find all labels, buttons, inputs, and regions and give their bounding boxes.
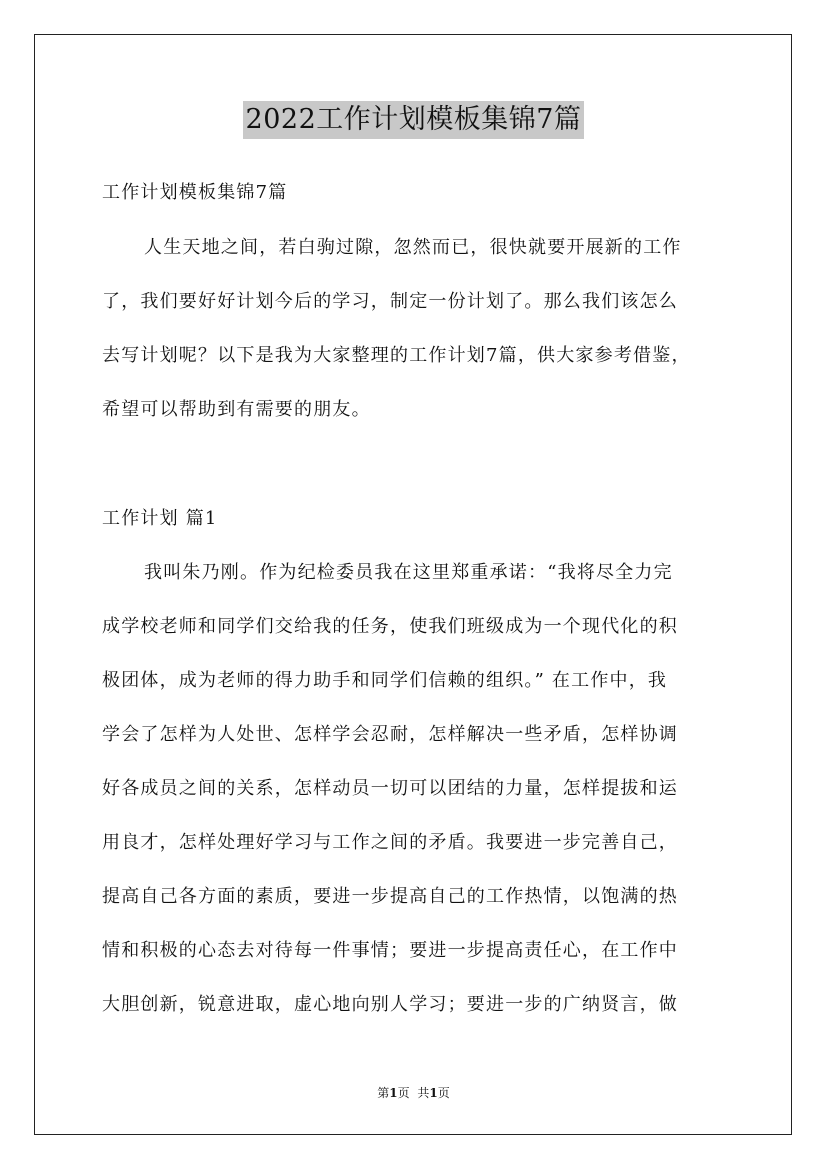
section-line-4: 学会了怎样为人处世、怎样学会忍耐，怎样解决一些矛盾，怎样协调 xyxy=(102,724,678,745)
footer-total-number: 1 xyxy=(429,1086,438,1100)
section-line-2: 成学校老师和同学们交给我的任务，使我们班级成为一个现代化的积 xyxy=(102,616,678,637)
section-line-5: 好各成员之间的关系，怎样动员一切可以团结的力量，怎样提拔和运 xyxy=(102,778,678,799)
section-line-3: 极团体，成为老师的得力助手和同学们信赖的组织。” 在工作中，我 xyxy=(102,670,668,691)
intro-line-4: 希望可以帮助到有需要的朋友。 xyxy=(102,399,371,420)
intro-line-3: 去写计划呢？以下是我为大家整理的工作计划7篇，供大家参考借鉴， xyxy=(102,345,691,366)
section-line-8: 情和积极的心态去对待每一件事情；要进一步提高责任心，在工作中 xyxy=(102,940,678,961)
document-title: 2022工作计划模板集锦7篇 xyxy=(243,101,585,139)
section-line-7: 提高自己各方面的素质，要进一步提高自己的工作热情，以饱满的热 xyxy=(102,886,678,907)
intro-line-2: 了，我们要好好计划今后的学习，制定一份计划了。那么我们该怎么 xyxy=(102,291,678,312)
intro-line-1: 人生天地之间，若白驹过隙，忽然而已，很快就要开展新的工作 xyxy=(144,237,682,258)
section-line-1: 我叫朱乃刚。作为纪检委员我在这里郑重承诺：“我将尽全力完 xyxy=(144,562,673,583)
document-subtitle: 工作计划模板集锦7篇 xyxy=(102,182,288,203)
footer-total-prefix: 共 xyxy=(417,1086,430,1100)
section-line-6: 用良才，怎样处理好学习与工作之间的矛盾。我要进一步完善自己， xyxy=(102,832,678,853)
footer-page-number: 1 xyxy=(389,1086,398,1100)
page-footer xyxy=(0,1084,827,1101)
title-container xyxy=(0,101,827,139)
footer-page-prefix: 第 xyxy=(377,1086,390,1100)
footer-page-suffix: 页 xyxy=(397,1086,410,1100)
section-heading: 工作计划 篇1 xyxy=(102,508,218,529)
footer-total-suffix: 页 xyxy=(437,1086,450,1100)
section-line-9: 大胆创新，锐意进取，虚心地向别人学习；要进一步的广纳贤言，做 xyxy=(102,994,678,1015)
